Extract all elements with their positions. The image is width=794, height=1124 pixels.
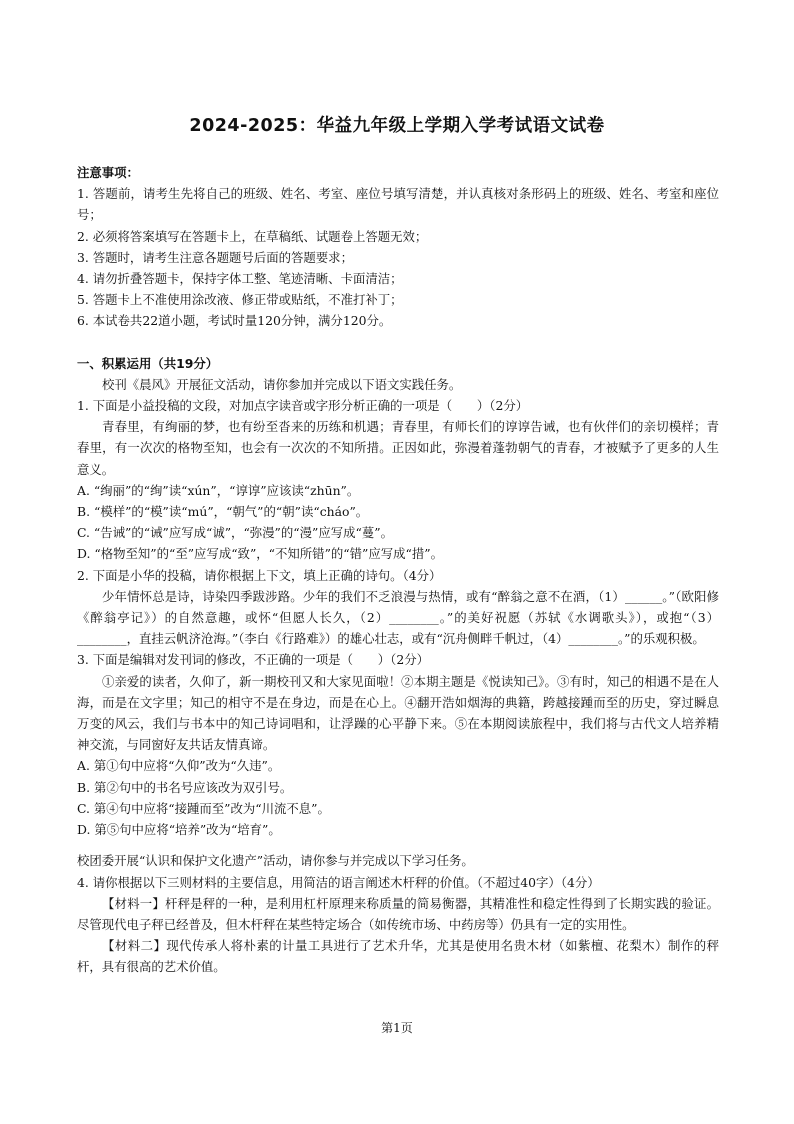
q1-stem: 1. 下面是小益投稿的文段，对加点字读音或字形分析正确的一项是（ ）（2分） [77, 398, 529, 414]
exam-content [77, 162, 719, 978]
notice-item-4: 4. 请勿折叠答题卡，保持字体工整、笔迹清晰、卡面清洁； [77, 271, 403, 287]
page-number: 第1页 [381, 1021, 413, 1035]
notice-heading: 注意事项： [77, 165, 139, 180]
q3-option-c: C. 第④句中应将“接踵而至”改为“川流不息”。 [77, 800, 330, 816]
q1-option-b: B. “模样”的“模”读“mú”，“朝气”的“朝”读“cháo”。 [77, 504, 369, 520]
spacer [77, 840, 719, 850]
q1-option-a: A. “绚丽”的“绚”读“xún”，“谆谆”应该读“zhūn”。 [77, 482, 360, 498]
notice-item-2: 2. 必须将答案填写在答题卡上，在草稿纸、试题卷上答题无效； [77, 228, 428, 244]
spacer [77, 332, 719, 353]
q4-material2: 【材料二】现代传承人将朴素的计量工具进行了艺术升华，尤其是使用名贵木材（如紫檀、花梨木）制作的秤杆，具有很高的艺术价值。 [77, 938, 719, 975]
notice-item-5: 5. 答题卡上不准使用涂改液、修正带或贴纸，不准打补丁； [77, 292, 403, 308]
q2-passage: 少年情怀总是诗，诗染四季跋涉路。少年的我们不乏浪漫与热情，或有“醉翁之意不在酒，（1）______。”（欧阳修《醉翁亭记》）的自然意趣，或怀“但愿人长久，（2）________。”的美好祝愿（苏轼《水调歌头》），或抱“（3）________，直挂云帆济沧海。”（李白《行路难》）的雄心壮志，或有“沉舟侧畔千帆过，（4）________。”的乐观积极。 [77, 588, 719, 647]
notice-item-6: 6. 本试卷共22道小题，考试时量120分钟，满分120分。 [77, 313, 392, 329]
notice-item-3: 3. 答题时，请考生注意各题题号后面的答题要求； [77, 249, 353, 265]
q3-option-a: A. 第①句中应将“久仰”改为“久违”。 [77, 758, 281, 774]
section1-intro: 校刊《晨风》开展征文活动，请你参加并完成以下语文实践任务。 [102, 376, 462, 392]
q4-material1: 【材料一】杆秤是秤的一种，是利用杠杆原理来称质量的简易衡器，其精准性和稳定性得到了长期实践的验证。尽管现代电子秤已经普及，但木杆秤在某些特定场合（如传统市场、中药房等）仍具有一定的实用性。 [77, 895, 719, 932]
section1-heading: 一、积累运用（共19分） [77, 355, 219, 371]
q3-passage: ①亲爱的读者，久仰了，新一期校刊又和大家见面啦！②本期主题是《悦读知己》。③有时，知己的相遇不是在人海，而是在文字里；知己的相守不是在身边，而是在心上。④翻开浩如烟海的典籍，跨越接踵而至的历史，穿过瞬息万变的风云，我们与书本中的知己诗词唱和，让浮躁的心平静下来。⑤在本期阅读旅程中，我们将与古代文人培养精神交流，与同窗好友共话友情真谛。 [77, 673, 719, 753]
q3-option-d: D. 第⑤句中应将“培养”改为“培育”。 [77, 822, 281, 838]
q3-stem: 3. 下面是编辑对发刊词的修改，不正确的一项是（ ）（2分） [77, 652, 429, 668]
q2-stem: 2. 下面是小华的投稿，请你根据上下文，填上正确的诗句。（4分） [77, 567, 442, 583]
q4-stem: 4. 请你根据以下三则材料的主要信息，用简洁的语言阐述木杆秤的价值。（不超过40字）（4分） [77, 874, 600, 890]
section1-intro2: 校团委开展“认识和保护文化遗产”活动，请你参与并完成以下学习任务。 [77, 853, 474, 869]
q3-option-b: B. 第②句中的书名号应该改为双引号。 [77, 779, 293, 795]
q1-passage: 青春里，有绚丽的梦，也有纷至沓来的历练和机遇；青春里，有师长们的谆谆告诫，也有伙伴们的亲切模样；青春里，有一次次的格物至知，也会有一次次的不知所措。正因如此，弥漫着蓬勃朝气的青春，才被赋予了更多的人生意义。 [77, 419, 719, 477]
q1-option-c: C. “告诫”的“诫”应写成“诚”，“弥漫”的“漫”应写成“蔓”。 [77, 525, 393, 541]
notice-item-1: 1. 答题前，请考生先将自己的班级、姓名、考室、座位号填写清楚，并认真核对条形码上的班级、姓名、考室和座位号； [77, 186, 719, 223]
q1-option-d: D. “格物至知”的“至”应写成“致”，“不知所错”的“错”应写成“措”。 [77, 546, 443, 562]
exam-title: 2024-2025：华益九年级上学期入学考试语文试卷 [189, 116, 605, 136]
